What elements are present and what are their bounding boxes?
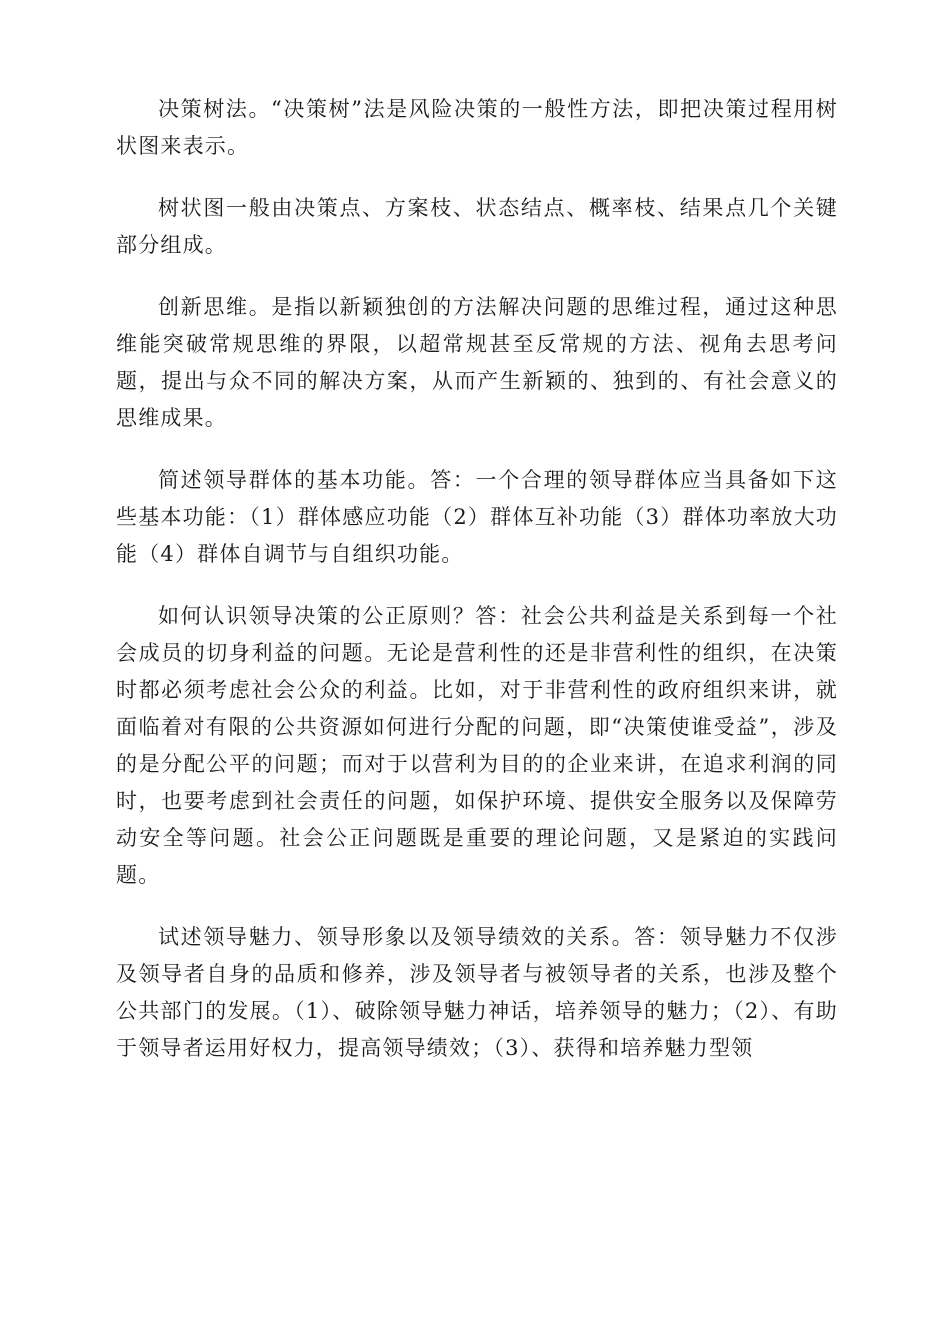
paragraph-innovative-thinking: 创新思维。是指以新颖独创的方法解决问题的思维过程，通过这种思维能突破常规思维的界限，以超常规甚至反常规的方法、视角去思考问题，提出与众不同的解决方案，从而产生新颖的、独到的、有社会意义的思维成果。 [116, 295, 838, 430]
paragraph-leadership-group-functions: 简述领导群体的基本功能。答：一个合理的领导群体应当具备如下这些基本功能：（1）群体感应功能（2）群体互补功能（3）群体功率放大功能（4）群体自调节与自组织功能。 [116, 468, 838, 566]
paragraph-decision-tree: 决策树法。“决策树”法是风险决策的一般性方法，即把决策过程用树状图来表示。 [116, 97, 838, 158]
paragraph-tree-diagram: 树状图一般由决策点、方案枝、状态结点、概率枝、结果点几个关键部分组成。 [116, 196, 838, 257]
paragraph-fairness-principle: 如何认识领导决策的公正原则？答：社会公共利益是关系到每一个社会成员的切身利益的问题。无论是营利性的还是非营利性的组织，在决策时都必须考虑社会公众的利益。比如，对于非营利性的政府组织来讲，就面临着对有限的公共资源如何进行分配的问题，即“决策使谁受益”，涉及的是分配公平的问题；而对于以营利为目的的企业来讲，在追求利润的同时，也要考虑到社会责任的问题，如保护环境、提供安全服务以及保障劳动安全等问题。社会公正问题既是重要的理论问题，又是紧迫的实践问题。 [116, 604, 838, 887]
paragraph-leadership-charisma: 试述领导魅力、领导形象以及领导绩效的关系。答：领导魅力不仅涉及领导者自身的品质和修养，涉及领导者与被领导者的关系，也涉及整个公共部门的发展。（1）、破除领导魅力神话，培养领导的魅力；（2）、有助于领导者运用好权力，提高领导绩效；（3）、获得和培养魅力型领 [116, 925, 838, 1060]
document-body [116, 91, 838, 1092]
